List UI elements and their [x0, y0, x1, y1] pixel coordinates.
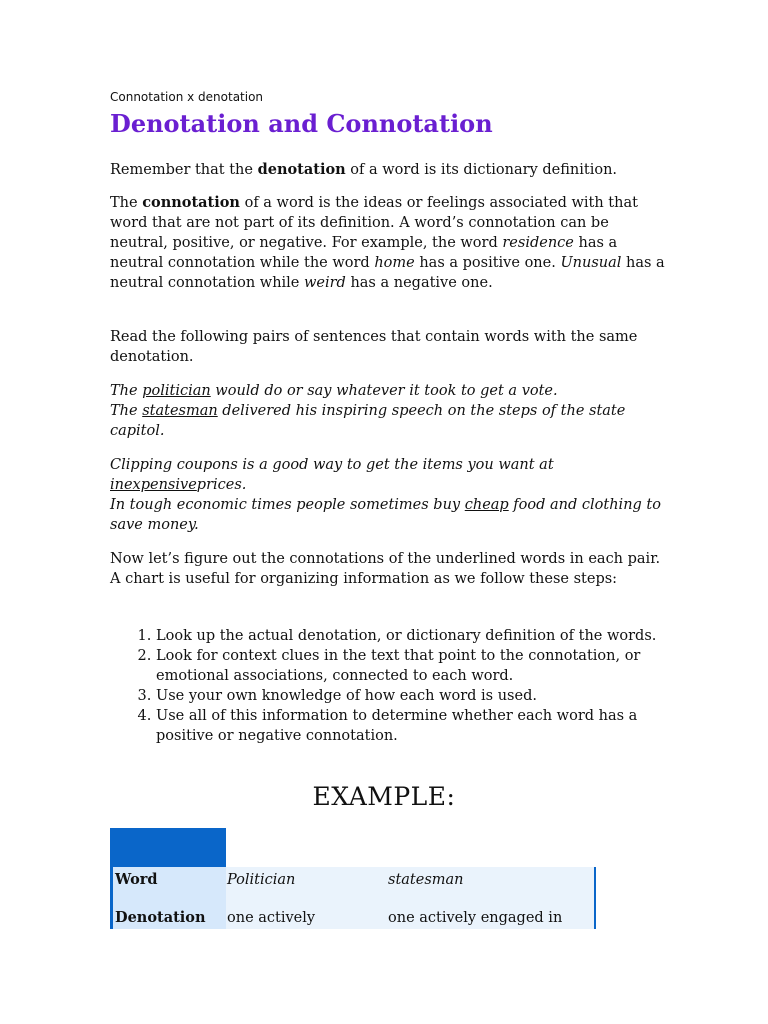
italic-word-home: home: [374, 255, 415, 271]
table-cell: one actively engaged in: [388, 910, 563, 926]
header-label: Connotation x denotation: [110, 90, 264, 104]
table-header-cell: [110, 828, 226, 867]
text-run: In tough economic times people sometimes buy: [110, 497, 465, 513]
text-run: Remember that the: [110, 162, 258, 178]
italic-word-weird: weird: [304, 275, 346, 291]
text-run: of a word is its dictionary definition.: [345, 162, 618, 178]
underlined-word-inexpensive: inexpensive: [110, 477, 197, 493]
table-cell-label: Denotation: [115, 909, 206, 926]
steps-list: [110, 626, 670, 746]
paragraph-figure-out: Now let’s figure out the connotations of the underlined words in each pair. A chart is useful for organizing information as we follow these steps:: [110, 551, 661, 587]
paragraph-instructions: Read the following pairs of sentences that contain words with the same denotation.: [110, 329, 638, 365]
sentence-pair-2: [110, 455, 670, 535]
table-cell: Politician: [227, 872, 296, 888]
text-run: would do or say whatever it took to get a vote.: [210, 383, 558, 399]
table-cell: one actively: [227, 910, 316, 926]
text-run: Clipping coupons is a good way to get the items you want at: [110, 457, 554, 473]
text-run: delivered his inspiring speech on the steps of the state capitol.: [110, 403, 626, 439]
table-body: [110, 867, 596, 929]
text-run: prices.: [196, 477, 247, 493]
table-cell-label: Word: [115, 871, 158, 888]
text-run: food and clothing to save money.: [110, 497, 661, 533]
list-item: 2. Look for context clues in the text that point to the connotation, or emotional associations, connected to each word.: [156, 646, 670, 686]
text-run: The: [110, 195, 143, 211]
page-title: Denotation and Connotation: [110, 109, 493, 138]
underlined-word-cheap: cheap: [464, 497, 509, 513]
text-run: of a word is the ideas or feelings associated with that word that are not part of its definition. A word’s connotation can be neutral, positive, or negative. For example, the word: [110, 195, 638, 251]
text-run: The: [110, 403, 143, 419]
bold-term-denotation: denotation: [257, 161, 346, 178]
table-cell: statesman: [388, 872, 464, 888]
paragraph-denotation: [110, 160, 670, 180]
underlined-word-statesman: statesman: [142, 403, 218, 419]
text-run: has a neutral connotation while: [110, 255, 665, 291]
sentence-pair-1: [110, 381, 670, 441]
bold-term-connotation: connotation: [142, 194, 240, 211]
example-heading: EXAMPLE:: [312, 782, 456, 811]
list-item: 4. Use all of this information to determine whether each word has a positive or negative connotation.: [156, 706, 670, 746]
text-run: has a negative one.: [345, 275, 493, 291]
list-item: 3. Use your own knowledge of how each word is used.: [156, 686, 670, 706]
text-run: The: [110, 383, 143, 399]
underlined-word-politician: politician: [142, 383, 211, 399]
example-table: [110, 828, 596, 929]
italic-word-residence: residence: [502, 235, 574, 251]
italic-word-unusual: Unusual: [560, 255, 622, 271]
list-item: 1. Look up the actual denotation, or dictionary definition of the words.: [156, 626, 670, 646]
text-run: has a neutral connotation while the word: [110, 235, 618, 271]
paragraph-connotation: [110, 193, 670, 293]
text-run: has a positive one.: [414, 255, 561, 271]
